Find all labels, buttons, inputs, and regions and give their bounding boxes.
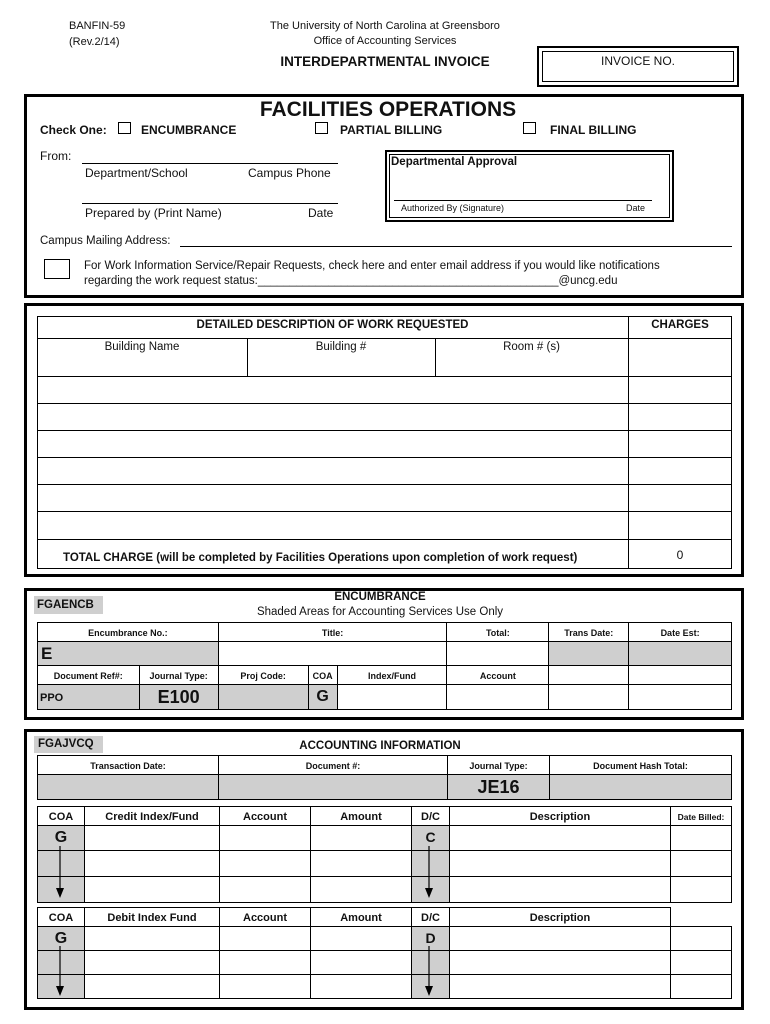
authorized-signature-line[interactable] [394,200,652,201]
prepared-by-line[interactable] [82,203,338,204]
total-charge-label: TOTAL CHARGE (will be completed by Facilities Operations upon completion of work request) [63,552,578,564]
doc-ref-label: Document Ref#: [53,671,123,681]
journal-type-label: Journal Type: [149,671,208,681]
enc-date-est-label: Date Est: [660,628,700,638]
debit-account-field[interactable] [220,927,311,951]
enc-total-field[interactable] [447,642,549,666]
acct-journal-type-value: JE16 [477,776,520,797]
credit-coa-value: G [54,829,68,846]
document-number-field[interactable] [219,775,448,800]
invoice-no-box[interactable] [537,46,739,87]
encumbrance-checkbox[interactable] [118,122,131,134]
credit-account-header: Account [243,811,287,823]
campus-phone-label: Campus Phone [248,166,331,180]
debit-coa-arrow-icon [52,946,68,998]
partial-billing-checkbox[interactable] [315,122,328,134]
date-billed-field[interactable] [671,826,732,851]
encumbrance-subtitle: Shaded Areas for Accounting Services Use Only [256,606,504,618]
campus-mailing-label: Campus Mailing Address: [40,235,171,247]
accounting-title: ACCOUNTING INFORMATION [299,740,461,752]
encumbrance-table [37,622,732,710]
approval-date-label: Date [626,203,646,213]
enc-title-field[interactable] [218,642,447,666]
enc-date-est-field[interactable] [629,642,732,666]
doc-ref-field[interactable] [38,685,139,709]
department-label: Department/School [85,166,188,180]
debit-amount-field[interactable] [311,927,412,951]
proj-code-field[interactable] [218,685,308,710]
acct-journal-type-field[interactable] [448,775,550,800]
total-charge-value: 0 [676,548,684,562]
document-number-label: Document #: [305,761,361,771]
transaction-date-label: Transaction Date: [90,761,166,771]
encumbrance-code: FGAENCB [37,599,94,611]
form-title: INTERDEPARTMENTAL INVOICE [280,54,490,69]
credit-coa-arrow-icon [52,846,68,900]
account-field[interactable] [447,685,549,710]
encumbrance-option-label: ENCUMBRANCE [141,123,237,137]
debit-account-header: Account [243,912,287,924]
debit-amount-header: Amount [340,912,382,924]
departmental-approval-title: Departmental Approval [391,156,518,168]
university-name: The University of North Carolina at Greensboro [270,20,500,32]
enc-no-value: E [41,643,53,663]
form-revision: (Rev.2/14) [69,36,120,48]
credit-description-field[interactable] [450,826,671,851]
account-label: Account [479,671,516,681]
document-hash-label: Document Hash Total: [593,761,688,771]
credit-dc-arrow-icon [421,846,437,900]
index-fund-label: Index/Fund [368,671,416,681]
final-billing-checkbox[interactable] [523,122,536,134]
journal-type-field[interactable] [139,685,218,709]
building-number-header: Building # [315,341,367,353]
prepared-date-label: Date [308,206,334,220]
final-billing-option-label: FINAL BILLING [550,123,637,137]
journal-type-value: E100 [157,686,200,707]
room-number-header: Room # (s) [503,341,560,353]
accounting-code: FGAJVCQ [38,738,94,750]
enc-no-field[interactable] [38,642,219,666]
debit-dc-value: D [425,929,436,946]
enc-total-label: Total: [485,628,510,638]
debit-index-field[interactable] [85,927,220,951]
debit-dc-header: D/C [421,912,440,924]
notify-checkbox[interactable] [44,259,70,279]
credit-index-field[interactable] [85,826,220,851]
coa-value: G [316,688,329,705]
credit-description-header: Description [529,811,591,823]
partial-billing-option-label: PARTIAL BILLING [340,123,443,137]
coa-field[interactable] [308,685,337,710]
credit-dc-value: C [425,829,436,845]
credit-coa-header: COA [48,811,74,823]
from-label: From: [40,149,72,163]
invoice-no-label: INVOICE NO. [600,54,675,68]
coa-label: COA [312,671,333,681]
charges-header: CHARGES [651,319,709,331]
credit-account-field[interactable] [220,826,311,851]
doc-ref-value: PPO [40,692,64,704]
index-fund-field[interactable] [337,685,447,710]
debit-description-field[interactable] [450,927,671,951]
facilities-title: FACILITIES OPERATIONS [259,98,517,121]
prepared-by-label: Prepared by (Print Name) [85,206,222,220]
credit-amount-header: Amount [340,811,382,823]
enc-no-label: Encumbrance No.: [88,628,168,638]
transaction-date-field[interactable] [38,775,219,800]
debit-dc-arrow-icon [421,946,437,998]
work-description-header: DETAILED DESCRIPTION OF WORK REQUESTED [196,319,469,331]
acct-journal-type-label: Journal Type: [469,761,528,771]
proj-code-label: Proj Code: [240,671,286,681]
department-line[interactable] [82,163,338,164]
building-name-header: Building Name [104,341,180,353]
enc-trans-date-field[interactable] [549,642,629,666]
credit-index-header: Credit Index/Fund [105,811,199,823]
credit-amount-field[interactable] [311,826,412,851]
check-one-label: Check One: [40,123,107,137]
form-code: BANFIN-59 [69,20,126,32]
campus-mailing-line[interactable] [180,246,732,247]
accounting-info-table [37,755,732,800]
enc-title-label: Title: [321,628,344,638]
date-billed-header: Date Billed: [677,812,725,822]
office-name: Office of Accounting Services [313,35,457,47]
debit-index-header: Debit Index Fund [107,912,197,924]
debit-description-header: Description [529,912,591,924]
enc-trans-date-label: Trans Date: [564,628,614,638]
credit-dc-header: D/C [421,811,440,823]
debit-coa-value: G [54,929,68,947]
authorized-by-label: Authorized By (Signature) [401,203,505,213]
encumbrance-title: ENCUMBRANCE [334,591,426,603]
debit-table [37,907,732,999]
document-hash-field[interactable] [550,775,732,800]
notify-text-line2: regarding the work request status:_______________________________________________@uncg.edu [84,275,618,287]
credit-table [37,806,732,903]
debit-coa-header: COA [48,912,74,924]
notify-text-line1: For Work Information Service/Repair Requests, check here and enter email address if you would like notifications [84,260,660,272]
